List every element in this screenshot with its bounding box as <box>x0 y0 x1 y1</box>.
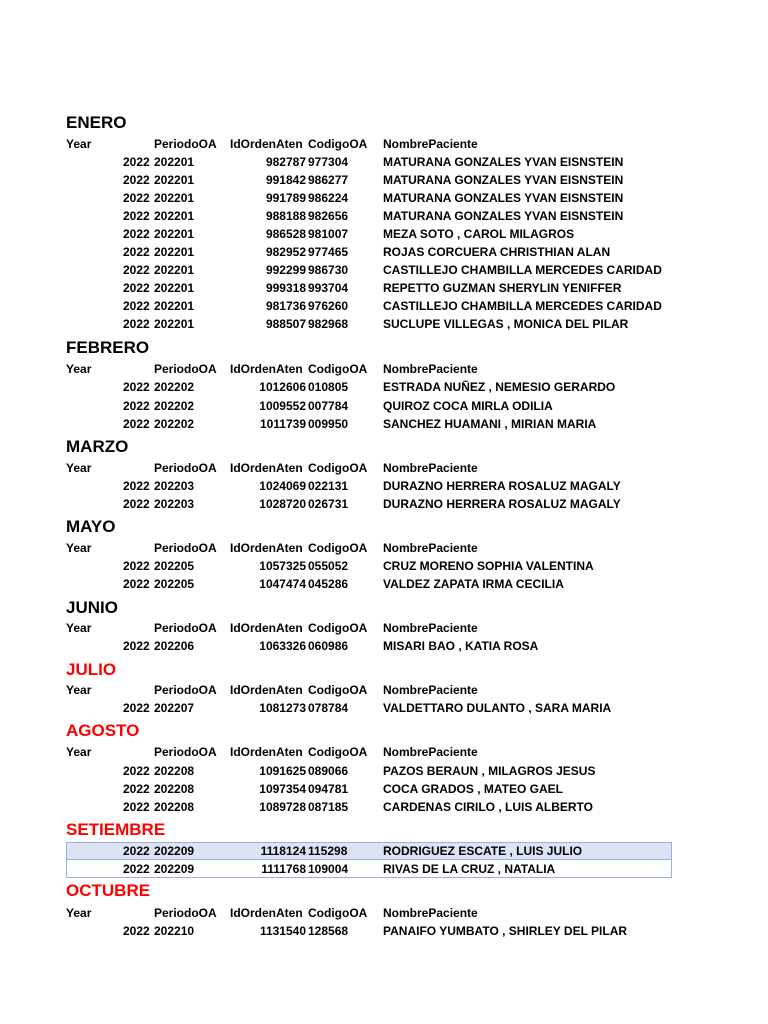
table-row <box>0 225 768 243</box>
cell-year: 2022 <box>123 417 150 431</box>
cell-id: 991842 <box>265 173 306 187</box>
cell-codigo: 986224 <box>308 191 349 205</box>
cell-id: 999318 <box>265 281 306 295</box>
cell-codigo: 009950 <box>308 417 349 431</box>
cell-year: 2022 <box>123 191 150 205</box>
table-row <box>0 780 768 798</box>
table-row <box>0 189 768 207</box>
month-title-julio: JULIO <box>66 660 117 679</box>
column-header-row <box>0 904 768 922</box>
cell-periodo: 202205 <box>154 577 195 591</box>
cell-nombre: ESTRADA NUÑEZ , NEMESIO GERARDO <box>383 380 616 394</box>
cell-periodo: 202209 <box>154 844 195 858</box>
table-row <box>0 637 768 655</box>
cell-year: 2022 <box>123 281 150 295</box>
cell-id: 1131540 <box>259 924 306 938</box>
cell-periodo: 202201 <box>154 209 195 223</box>
table-row <box>0 575 768 593</box>
cell-year: 2022 <box>123 227 150 241</box>
col-nombre: NombrePaciente <box>383 745 478 759</box>
cell-id: 982952 <box>265 245 306 259</box>
cell-year: 2022 <box>123 317 150 331</box>
cell-nombre: MATURANA GONZALES YVAN EISNSTEIN <box>383 173 624 187</box>
cell-nombre: REPETTO GUZMAN SHERYLIN YENIFFER <box>383 281 622 295</box>
cell-codigo: 060986 <box>308 639 349 653</box>
cell-periodo: 202202 <box>154 417 195 431</box>
col-nombre: NombrePaciente <box>383 906 478 920</box>
col-id: IdOrdenAten <box>230 906 303 920</box>
cell-nombre: PAZOS BERAUN , MILAGROS JESUS <box>383 764 596 778</box>
cell-nombre: MATURANA GONZALES YVAN EISNSTEIN <box>383 191 624 205</box>
month-title-febrero: FEBRERO <box>66 338 150 357</box>
col-nombre: NombrePaciente <box>383 621 478 635</box>
cell-year: 2022 <box>123 844 150 858</box>
col-id: IdOrdenAten <box>230 541 303 555</box>
column-header-row <box>0 743 768 761</box>
cell-periodo: 202201 <box>154 191 195 205</box>
month-title-junio: JUNIO <box>66 598 118 617</box>
cell-year: 2022 <box>123 497 150 511</box>
cell-nombre: MATURANA GONZALES YVAN EISNSTEIN <box>383 209 624 223</box>
column-header-row <box>0 459 768 477</box>
cell-periodo: 202202 <box>154 399 195 413</box>
cell-nombre: DURAZNO HERRERA ROSALUZ MAGALY <box>383 497 621 511</box>
cell-codigo: 976260 <box>308 299 349 313</box>
cell-year: 2022 <box>123 155 150 169</box>
cell-periodo: 202201 <box>154 155 195 169</box>
cell-id: 992299 <box>265 263 306 277</box>
cell-year: 2022 <box>123 245 150 259</box>
col-codigo: CodigoOA <box>308 621 368 635</box>
col-id: IdOrdenAten <box>230 683 303 697</box>
cell-nombre: SUCLUPE VILLEGAS , MONICA DEL PILAR <box>383 317 629 331</box>
cell-periodo: 202208 <box>154 764 195 778</box>
cell-codigo: 010805 <box>308 380 349 394</box>
table-row <box>0 279 768 297</box>
cell-codigo: 981007 <box>308 227 349 241</box>
cell-periodo: 202203 <box>154 497 195 511</box>
table-row <box>0 378 768 396</box>
month-title-octubre: OCTUBRE <box>66 881 151 900</box>
table-row <box>0 557 768 575</box>
cell-periodo: 202207 <box>154 701 195 715</box>
cell-nombre: MEZA SOTO , CAROL MILAGROS <box>383 227 575 241</box>
cell-year: 2022 <box>123 764 150 778</box>
cell-nombre: CASTILLEJO CHAMBILLA MERCEDES CARIDAD <box>383 299 662 313</box>
cell-codigo: 109004 <box>308 862 349 876</box>
cell-id: 981736 <box>265 299 306 313</box>
cell-nombre: RODRIGUEZ ESCATE , LUIS JULIO <box>383 844 583 858</box>
cell-year: 2022 <box>123 924 150 938</box>
cell-codigo: 094781 <box>308 782 349 796</box>
cell-codigo: 007784 <box>308 399 349 413</box>
cell-year: 2022 <box>123 782 150 796</box>
month-title-mayo: MAYO <box>66 517 116 536</box>
cell-nombre: VALDEZ ZAPATA IRMA CECILIA <box>383 577 564 591</box>
cell-year: 2022 <box>123 209 150 223</box>
cell-year: 2022 <box>123 299 150 313</box>
cell-periodo: 202208 <box>154 782 195 796</box>
cell-year: 2022 <box>123 399 150 413</box>
cell-codigo: 977465 <box>308 245 349 259</box>
col-periodo: PeriodoOA <box>154 362 217 376</box>
cell-codigo: 986730 <box>308 263 349 277</box>
cell-periodo: 202201 <box>154 317 195 331</box>
table-row <box>0 798 768 816</box>
cell-id: 1028720 <box>259 497 306 511</box>
col-id: IdOrdenAten <box>230 461 303 475</box>
cell-id: 1111768 <box>261 862 306 876</box>
col-periodo: PeriodoOA <box>154 745 217 759</box>
col-year: Year <box>66 906 92 920</box>
col-codigo: CodigoOA <box>308 745 368 759</box>
table-row <box>0 297 768 315</box>
col-nombre: NombrePaciente <box>383 362 478 376</box>
cell-id: 1009552 <box>259 399 306 413</box>
cell-year: 2022 <box>123 701 150 715</box>
cell-periodo: 202206 <box>154 639 195 653</box>
cell-year: 2022 <box>123 479 150 493</box>
cell-codigo: 986277 <box>308 173 349 187</box>
cell-nombre: PANAIFO YUMBATO , SHIRLEY DEL PILAR <box>383 924 628 938</box>
table-row <box>0 153 768 171</box>
cell-codigo: 078784 <box>308 701 349 715</box>
table-row <box>0 261 768 279</box>
col-codigo: CodigoOA <box>308 137 368 151</box>
cell-periodo: 202201 <box>154 281 195 295</box>
cell-codigo: 982656 <box>308 209 349 223</box>
table-row <box>0 415 768 433</box>
col-year: Year <box>66 621 92 635</box>
col-id: IdOrdenAten <box>230 362 303 376</box>
col-id: IdOrdenAten <box>230 745 303 759</box>
col-nombre: NombrePaciente <box>383 137 478 151</box>
month-title-enero: ENERO <box>66 113 127 132</box>
cell-year: 2022 <box>123 639 150 653</box>
col-nombre: NombrePaciente <box>383 541 478 555</box>
column-header-row <box>0 135 768 153</box>
col-nombre: NombrePaciente <box>383 461 478 475</box>
col-year: Year <box>66 541 92 555</box>
col-year: Year <box>66 137 92 151</box>
table-row <box>0 243 768 261</box>
cell-id: 988188 <box>265 209 306 223</box>
table-row <box>0 315 768 333</box>
col-year: Year <box>66 461 92 475</box>
month-title-setiembre: SETIEMBRE <box>66 820 166 839</box>
cell-periodo: 202201 <box>154 263 195 277</box>
table-row <box>0 762 768 780</box>
cell-periodo: 202201 <box>154 173 195 187</box>
table-row <box>0 699 768 717</box>
cell-id: 1091625 <box>259 764 306 778</box>
col-nombre: NombrePaciente <box>383 683 478 697</box>
table-row <box>0 397 768 415</box>
cell-nombre: CARDENAS CIRILO , LUIS ALBERTO <box>383 800 594 814</box>
cell-periodo: 202201 <box>154 245 195 259</box>
col-periodo: PeriodoOA <box>154 461 217 475</box>
cell-codigo: 045286 <box>308 577 349 591</box>
cell-nombre: RIVAS DE LA CRUZ , NATALIA <box>383 862 556 876</box>
cell-id: 982787 <box>265 155 306 169</box>
cell-year: 2022 <box>123 577 150 591</box>
cell-periodo: 202201 <box>154 299 195 313</box>
cell-periodo: 202202 <box>154 380 195 394</box>
cell-year: 2022 <box>123 559 150 573</box>
table-row <box>0 207 768 225</box>
cell-codigo: 982968 <box>308 317 349 331</box>
cell-nombre: SANCHEZ HUAMANI , MIRIAN MARIA <box>383 417 597 431</box>
cell-nombre: MISARI BAO , KATIA ROSA <box>383 639 539 653</box>
cell-periodo: 202201 <box>154 227 195 241</box>
cell-nombre: CRUZ MORENO SOPHIA VALENTINA <box>383 559 594 573</box>
cell-nombre: DURAZNO HERRERA ROSALUZ MAGALY <box>383 479 621 493</box>
column-header-row <box>0 619 768 637</box>
col-codigo: CodigoOA <box>308 541 368 555</box>
cell-periodo: 202208 <box>154 800 195 814</box>
cell-id: 1089728 <box>259 800 306 814</box>
cell-id: 1047474 <box>259 577 306 591</box>
cell-id: 1024069 <box>259 479 306 493</box>
cell-nombre: QUIROZ COCA MIRLA ODILIA <box>383 399 553 413</box>
cell-codigo: 055052 <box>308 559 349 573</box>
cell-id: 988507 <box>265 317 306 331</box>
col-codigo: CodigoOA <box>308 362 368 376</box>
col-periodo: PeriodoOA <box>154 137 217 151</box>
cell-periodo: 202210 <box>154 924 195 938</box>
cell-codigo: 026731 <box>308 497 349 511</box>
cell-id: 1011739 <box>259 417 306 431</box>
cell-codigo: 022131 <box>308 479 349 493</box>
table-row <box>0 860 768 878</box>
cell-nombre: ROJAS CORCUERA CHRISTHIAN ALAN <box>383 245 611 259</box>
cell-nombre: COCA GRADOS , MATEO GAEL <box>383 782 563 796</box>
cell-periodo: 202203 <box>154 479 195 493</box>
col-id: IdOrdenAten <box>230 137 303 151</box>
col-year: Year <box>66 683 92 697</box>
col-periodo: PeriodoOA <box>154 683 217 697</box>
column-header-row <box>0 539 768 557</box>
cell-id: 1057325 <box>259 559 306 573</box>
col-codigo: CodigoOA <box>308 461 368 475</box>
col-id: IdOrdenAten <box>230 621 303 635</box>
table-row <box>0 842 768 860</box>
cell-periodo: 202205 <box>154 559 195 573</box>
cell-periodo: 202209 <box>154 862 195 876</box>
col-codigo: CodigoOA <box>308 906 368 920</box>
cell-year: 2022 <box>123 800 150 814</box>
cell-codigo: 993704 <box>308 281 349 295</box>
cell-nombre: VALDETTARO DULANTO , SARA MARIA <box>383 701 612 715</box>
cell-codigo: 977304 <box>308 155 349 169</box>
month-title-agosto: AGOSTO <box>66 721 140 740</box>
cell-year: 2022 <box>123 263 150 277</box>
table-row <box>0 495 768 513</box>
cell-id: 991789 <box>265 191 306 205</box>
column-header-row <box>0 360 768 378</box>
cell-id: 1063326 <box>259 639 306 653</box>
cell-id: 986528 <box>265 227 306 241</box>
table-row <box>0 171 768 189</box>
cell-year: 2022 <box>123 380 150 394</box>
cell-codigo: 128568 <box>308 924 349 938</box>
cell-codigo: 087185 <box>308 800 349 814</box>
cell-codigo: 115298 <box>308 844 348 858</box>
col-year: Year <box>66 362 92 376</box>
month-title-marzo: MARZO <box>66 437 129 456</box>
col-codigo: CodigoOA <box>308 683 368 697</box>
cell-nombre: MATURANA GONZALES YVAN EISNSTEIN <box>383 155 624 169</box>
column-header-row <box>0 681 768 699</box>
col-periodo: PeriodoOA <box>154 541 217 555</box>
cell-id: 1081273 <box>259 701 306 715</box>
col-periodo: PeriodoOA <box>154 621 217 635</box>
table-row <box>0 922 768 940</box>
cell-id: 1118124 <box>260 844 306 858</box>
col-year: Year <box>66 745 92 759</box>
cell-year: 2022 <box>123 173 150 187</box>
cell-id: 1097354 <box>259 782 306 796</box>
cell-codigo: 089066 <box>308 764 349 778</box>
cell-nombre: CASTILLEJO CHAMBILLA MERCEDES CARIDAD <box>383 263 662 277</box>
cell-id: 1012606 <box>259 380 306 394</box>
table-row <box>0 477 768 495</box>
cell-year: 2022 <box>123 862 150 876</box>
col-periodo: PeriodoOA <box>154 906 217 920</box>
